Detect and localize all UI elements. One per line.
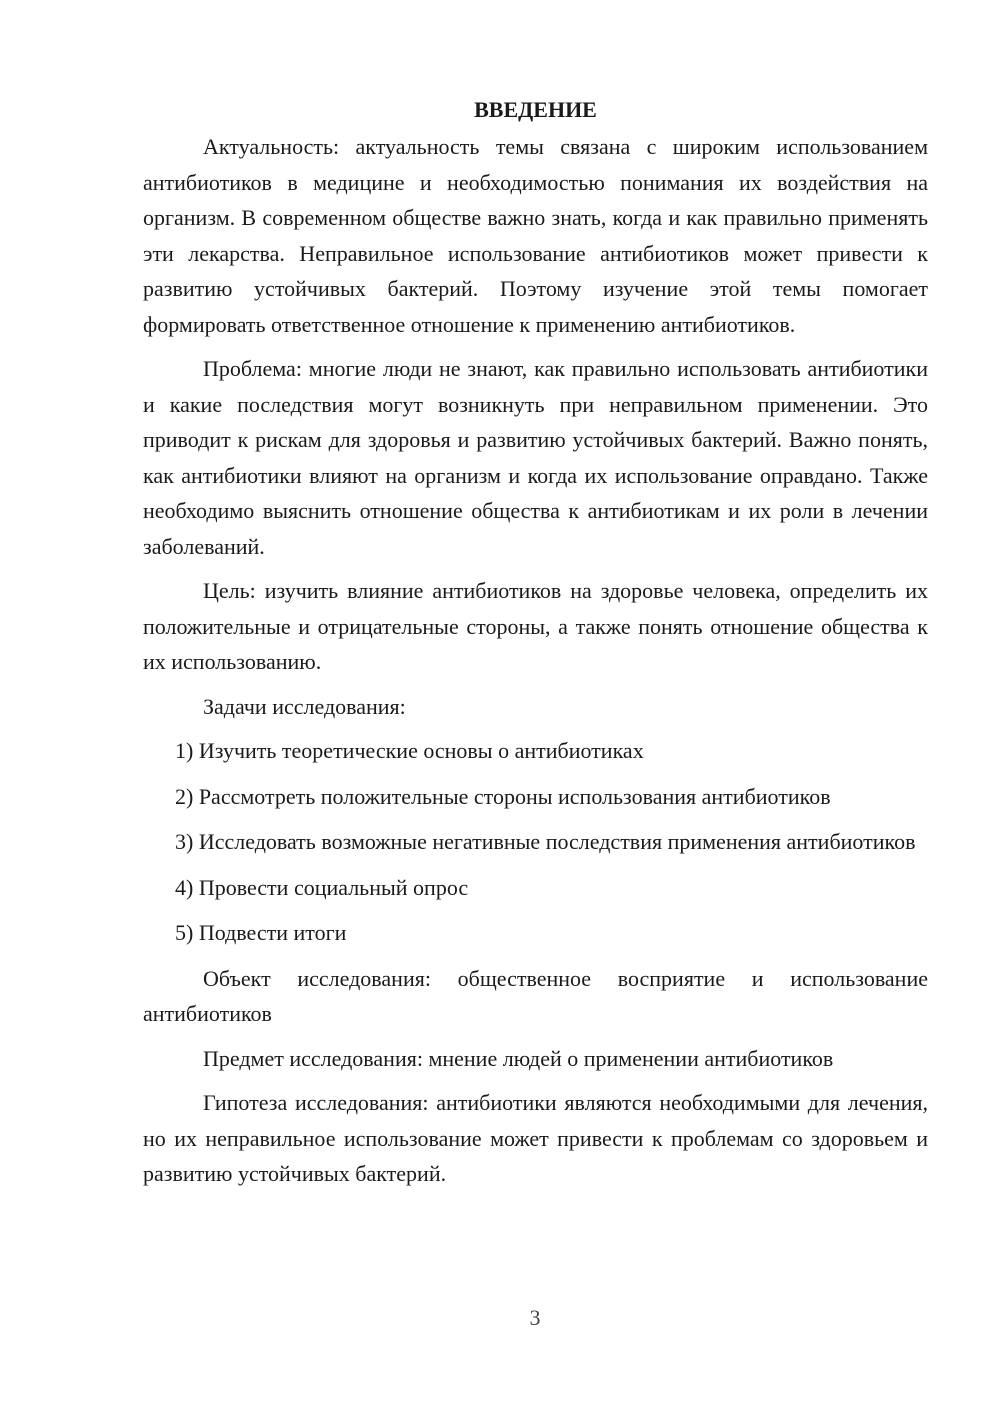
tasks-heading: Задачи исследования:: [203, 693, 406, 719]
document-page: [143, 92, 928, 1201]
task-item-5: 5) Подвести итоги: [175, 920, 347, 945]
subject-paragraph: Предмет исследования: мнение людей о применении антибиотиков: [203, 1045, 834, 1071]
document-title: ВВЕДЕНИЕ: [474, 97, 597, 122]
relevance-paragraph: Актуальность: актуальность темы связана с широким использованием антибиотиков в медицине и необходимостью понимания их воздействия на организм. В современном обществе важно знать, когда и как правильно применять эти лекарства. Неправильное использование антибиотиков может привести к развитию устойчивых бактерий. Поэтому изучение этой темы помогает формировать ответственное отношение к применению антибиотиков.: [143, 134, 928, 337]
task-item-4: 4) Провести социальный опрос: [175, 874, 469, 900]
problem-paragraph: Проблема: многие люди не знают, как правильно использовать антибиотики и какие последствия могут возникнуть при неправильном применении. Это приводит к рискам для здоровья и развитию устойчивых бактерий. Важно понять, как антибиотики влияют на организм и когда их использование оправдано. Также необходимо выяснить отношение общества к антибиотикам и их роли в лечении заболеваний.: [143, 356, 928, 559]
goal-paragraph: Цель: изучить влияние антибиотиков на здоровье человека, определить их положительные и отрицательные стороны, а также понять отношение общества к их использованию.: [143, 578, 928, 674]
task-item-1: 1) Изучить теоретические основы о антибиотиках: [175, 738, 644, 763]
hypothesis-paragraph: Гипотеза исследования: антибиотики являются необходимыми для лечения, но их неправильное использование может привести к проблемам со здоровьем и развитию устойчивых бактерий.: [143, 1090, 928, 1186]
object-paragraph: Объект исследования: общественное восприятие и использование антибиотиков: [143, 965, 928, 1026]
task-item-3: 3) Исследовать возможные негативные последствия применения антибиотиков: [175, 829, 916, 854]
task-item-2: 2) Рассмотреть положительные стороны использования антибиотиков: [175, 783, 831, 809]
page-number: 3: [529, 1305, 541, 1330]
